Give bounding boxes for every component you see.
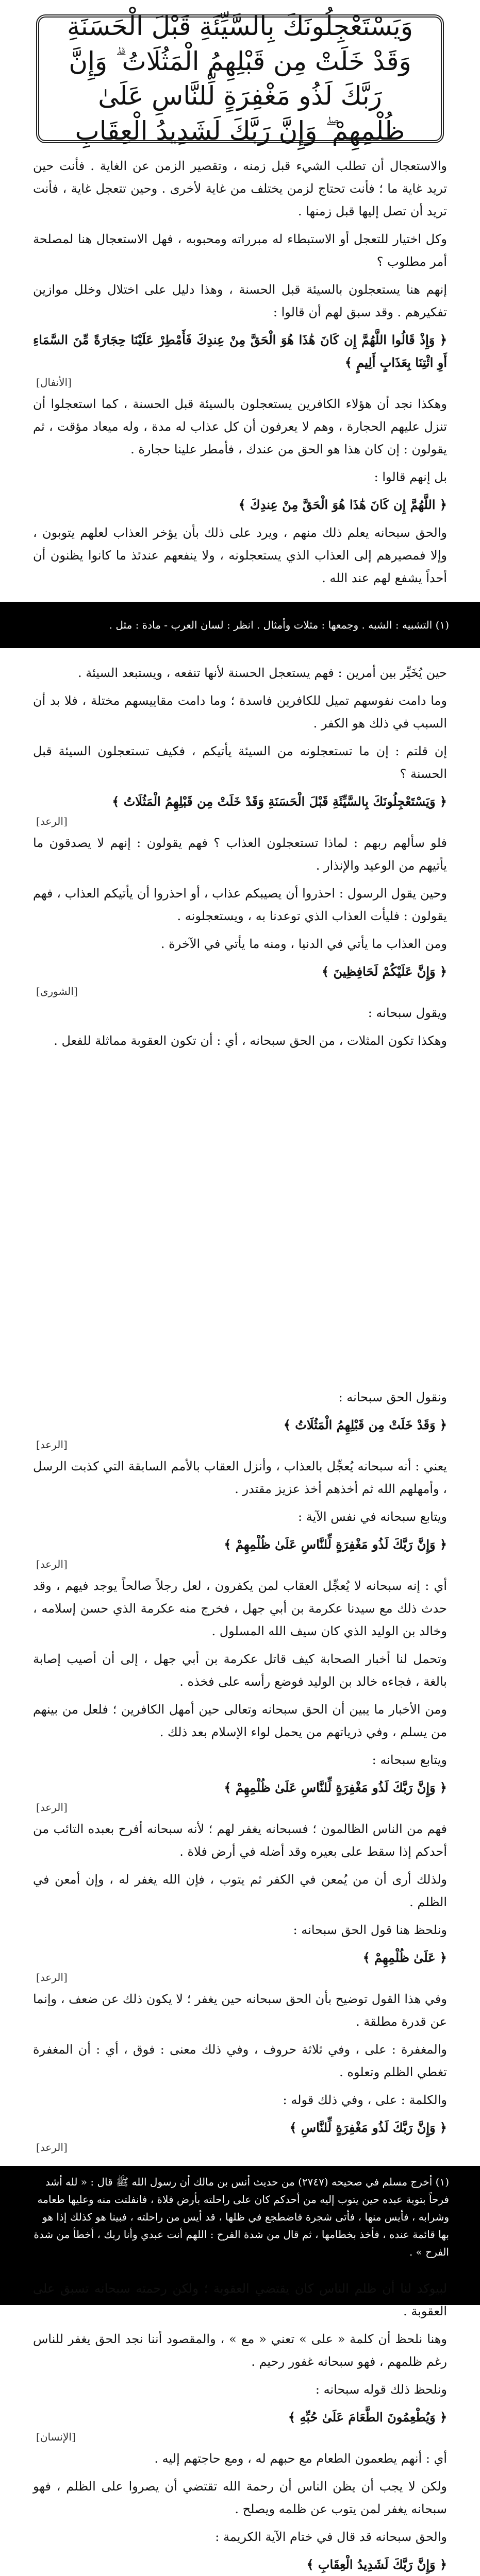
header-verse: وَيَسْتَعْجِلُونَكَ بِالسَّيِّئَةِ قَبْلَ الْحَسَنَةِ وَقَدْ خَلَتْ مِن قَبْلِهِمُ الْمَثُلَاتُ ۗ وَإِنَّ رَبَّكَ لَذُو مَغْفِرَةٍ لِّلنَّاسِ عَلَىٰ ظُلْمِهِمْ ۖ وَإِنَّ رَبَّكَ لَشَدِيدُ الْعِقَابِ [67, 11, 413, 146]
paragraph: والحق سبحانه يعلم ذلك منهم ، ويرد على ذلك بأن يؤخر العذاب لعلهم يتوبون ، وإلا فمصيرهم إلى العذاب الذي يستعجلونه ، ولا ينفعهم عندئذ ما كانوا يظنون أن أحداً يشفع لهم عند الله . [33, 526, 447, 585]
paragraph: لبيوكد لنا أن ظلم الناس كان يقتضي العقوبة ؛ ولكن رحمته سبحانه تسبق على العقوبة . [33, 2281, 448, 2318]
header-verse-frame [36, 11, 444, 146]
paragraph: والاستعجال أن تطلب الشيء قبل زمنه ، وتقصير الزمن عن الغاية . فأنت حين تريد غاية ما ؛ فأنت تحتاج لزمن يختلف من غاية لأخرى . وحين تتعجل غاية ، فأنت تريد أن تصل إليها قبل زمنها . [33, 159, 447, 218]
paragraph: إن قلتم : إن ما تستعجلونه من السيئة يأتيكم ، فكيف تستعجلون السيئة قبل الحسنة ؟ [33, 744, 447, 781]
paragraph: يعني : أنه سبحانه يُعجِّل بالعذاب ، وأنزل العقاب بالأمم السابقة التي كذبت الرسل ، وأمهلهم الله ثم أخذهم أخذ عزيز مقتدر . [33, 1459, 447, 1496]
paragraph: ويتابع سبحانه : [372, 1753, 447, 1767]
paragraph: ويتابع سبحانه في نفس الآية : [297, 1510, 447, 1524]
verse-reference: [الرعد] [36, 1801, 68, 1814]
paragraph: إنهم هنا يستعجلون بالسيئة قبل الحسنة ، وهذا دليل على اختلال وخلل موازين تفكيرهم . وقد سبق لهم أن قالوا : [33, 282, 447, 319]
paragraph: بل إنهم قالوا : [374, 470, 447, 484]
paragraph: والمغفرة : على ، وفي ثلاثة حروف ، وفي ذلك معنى : فوق ، أي : أن المغفرة تغطي الظلم وتعلوه . [33, 2042, 447, 2079]
paragraph: ويقول سبحانه : [368, 1006, 447, 1020]
verse-reference: [الرعد] [36, 1558, 68, 1570]
paragraph: وتحمل لنا أخبار الصحابة كيف قاتل عكرمة بن أبي جهل ، إلى أن أصيب إصابة بالغة ، فجاءه خالد بن الوليد فوضع رأسه على فخذه . [33, 1652, 447, 1689]
verse-reference: [الرعد] [36, 1971, 68, 1984]
verse: ﴿ وَقَدْ خَلَتْ مِن قَبْلِهِمُ الْمَثُلَاتُ ﴾ [283, 1417, 447, 1432]
paragraph: وهكذا نجد أن هؤلاء الكافرين يستعجلون بالسيئة قبل الحسنة ، كما استعجلوا أن تنزل عليهم الحجارة ، وهم لا يعرفون أن كل عذاب له مدة ، وله ميعاد مؤقت ، ثم يقولون : إن كان هذا هو الحق من عندك ، فأمطر علينا حجارة . [33, 397, 447, 456]
paragraph: ولذلك أرى أن من يُمعن في الكفر ثم يتوب ، فإن الله يغفر له ، وإن أمعن في الظلم . [33, 1872, 447, 1909]
verse-reference: [الرعد] [36, 815, 68, 827]
verse-reference: [الرعد] [36, 1438, 68, 1451]
verse: ﴿ عَلَىٰ ظُلْمِهِمْ ﴾ [362, 1950, 447, 1965]
paragraph: فهم من الناس الظالمون ؛ فسبحانه يغفر لهم ؛ لأنه سبحانه أفرح بعبده التائب من أحدكم إذا سقط على بعيره وقد أضله في أرض فلاة . [33, 1822, 447, 1859]
paragraph: ولكن لا يجب أن يظن الناس أن رحمة الله تقتضي أن يصروا على الظلم ، فهو سبحانه يغفر لمن يتوب عن ظلمه ويصلح . [33, 2479, 447, 2516]
paragraph: وحين يقول الرسول : احذروا أن يصيبكم عذاب ، أو احذروا أن يأتيكم العذاب ، فهم يقولون : فليأت العذاب الذي توعدنا به ، ويستعجلونه . [33, 886, 447, 923]
paragraph: أي : إنه سبحانه لا يُعجِّل العقاب لمن يكفرون ، لعل رجلاً صالحاً يوجد فيهم ، وقد حدث ذلك مع سيدنا عكرمة بن أبي جهل ، فخرج منه عكرمة الذي حسن إسلامه ، وخالد بن الوليد الذي كان سيف الله المسلول . [33, 1579, 447, 1638]
paragraph: ونلحظ ذلك قوله سبحانه : [315, 2382, 447, 2397]
verse: ﴿ وَإِنَّ رَبَّكَ لَذُو مَغْفِرَةٍ لِّلنَّاسِ عَلَىٰ ظُلْمِهِمْ ﴾ [224, 1780, 447, 1795]
footnote-text: (١) أخرج مسلم في صحيحه (٢٧٤٧) من حديث أنس بن مالك أن رسول الله ﷺ قال : « لله أشد فرحاً بتوبة عبده حين يتوب إليه من أحدكم كان على راحلته بأرض فلاة ، فانفلتت منه وعليها طعامه وشرابه ، فأيس منها ، فأتى شجرة فاضطجع في ظلها ، قد أيس من راحلته ، فبينا هو كذلك إذا هو بها قائمة عنده ، فأخذ بخطامها ، ثم قال من شدة الفرح : اللهم أنت عبدي وأنا ربك ، أخطأ من شدة الفرح » . [34, 2176, 449, 2258]
footnote-text: (١) التشبيه : الشبه . وجمعها : مثلات وأمثال . انظر : لسان العرب - مادة : مثل . [109, 619, 449, 631]
verse: ﴿ وَإِنَّ عَلَيْكُمْ لَحَافِظِينَ ﴾ [322, 964, 447, 979]
page-3 [0, 2257, 480, 2576]
footnote-band [0, 602, 480, 648]
verse-reference: [الإنسان] [36, 2431, 76, 2443]
verse: ﴿ وَيَسْتَعْجِلُونَكَ بِالسَّيِّئَةِ قَبْلَ الْحَسَنَةِ وَقَدْ خَلَتْ مِن قَبْلِهِمُ الْمَثُلَاتُ ﴾ [112, 794, 447, 809]
verse: ﴿ وَإِنَّ رَبَّكَ لَذُو مَغْفِرَةٍ لِّلنَّاسِ ﴾ [289, 2120, 447, 2135]
verse: ﴿ وَإِذْ قَالُوا اللَّهُمَّ إِن كَانَ هَٰذَا هُوَ الْحَقَّ مِنْ عِندِكَ فَأَمْطِرْ عَلَيْنَا حِجَارَةً مِّنَ السَّمَاءِ أَوِ ائْتِنَا بِعَذَابٍ أَلِيمٍ ﴾ [33, 332, 448, 370]
paragraph: فلو سألهم ربهم : لماذا تستعجلون العذاب ؟ فهم يقولون : إنهم لا يصدقون ما يأتيهم من الوعيد والإنذار . [33, 836, 447, 873]
paragraph: أي : أنهم يطعمون الطعام مع حبهم له ، ومع حاجتهم إليه . [154, 2451, 447, 2466]
verse: ﴿ وَيُطْعِمُونَ الطَّعَامَ عَلَىٰ حُبِّهِ ﴾ [288, 2410, 447, 2425]
verse: ﴿ وَإِنَّ رَبَّكَ لَذُو مَغْفِرَةٍ لِّلنَّاسِ عَلَىٰ ظُلْمِهِمْ ﴾ [224, 1537, 447, 1552]
verse: ﴿ اللَّهُمَّ إِن كَانَ هَٰذَا هُوَ الْحَقَّ مِنْ عِندِكَ ﴾ [238, 497, 447, 512]
paragraph: والكلمة : على ، وفي ذلك قوله : [283, 2093, 447, 2107]
paragraph: ونقول الحق سبحانه : [338, 1390, 447, 1404]
paragraph: ونلحظ هنا قول الحق سبحانه : [293, 1923, 447, 1937]
paragraph: حين يُخَيِّر بين أمرين : فهم يستعجل الحسنة لأنها تنفعه ، ويستبعد السيئة . [78, 666, 447, 680]
verse: ﴿ وَإِنَّ رَبَّكَ لَشَدِيدُ الْعِقَابِ ﴾ [306, 2557, 447, 2572]
paragraph: والحق سبحانه قد قال في ختام الآية الكريمة : [215, 2530, 447, 2544]
paragraph: وفي هذا القول توضيح بأن الحق سبحانه حين يغفر ؛ لا يكون ذلك عن ضعف ، وإنما عن قدرة مطلقة . [33, 1992, 447, 2029]
page-2 [0, 1370, 480, 2258]
paragraph: وهنا نلحظ أن كلمة « على » تعني « مع » ، والمقصود أننا نجد الحق يغفر للناس رغم ظلمهم ، فهو سبحانه غفور رحيم . [33, 2332, 447, 2369]
verse-reference: [الرعد] [36, 2141, 68, 2154]
paragraph: وما دامت نفوسهم تميل للكافرين فاسدة ؛ وما دامت مقاييسهم مختلة ، فلا بد أن السبب في ذلك هو الكفر . [33, 693, 447, 731]
page1-body [0, 155, 480, 374]
paragraph: وهكذا تكون المثلات ، من الحق سبحانه ، أي : أن تكون العقوبة مماثلة للفعل . [54, 1033, 447, 1048]
paragraph: ومن الأخبار ما يبين أن الحق سبحانه وتعالى حين أمهل الكافرين ؛ فلعل من بينهم من يسلم ، وفي ذرياتهم من يحمل لواء الإسلام بعد ذلك . [33, 1702, 447, 1739]
paragraph: وكل اختيار للتعجل أو الاستبطاء له مبرراته ومحبوبه ، فهل الاستعجال هنا لمصلحة أمر مطلوب ؟ [33, 232, 447, 269]
verse-reference: [الأنفال] [36, 376, 72, 388]
paragraph: ومن العذاب ما يأتي في الدنيا ، ومنه ما يأتي في الآخرة . [160, 937, 447, 951]
verse-reference: [الشورى] [36, 985, 78, 997]
